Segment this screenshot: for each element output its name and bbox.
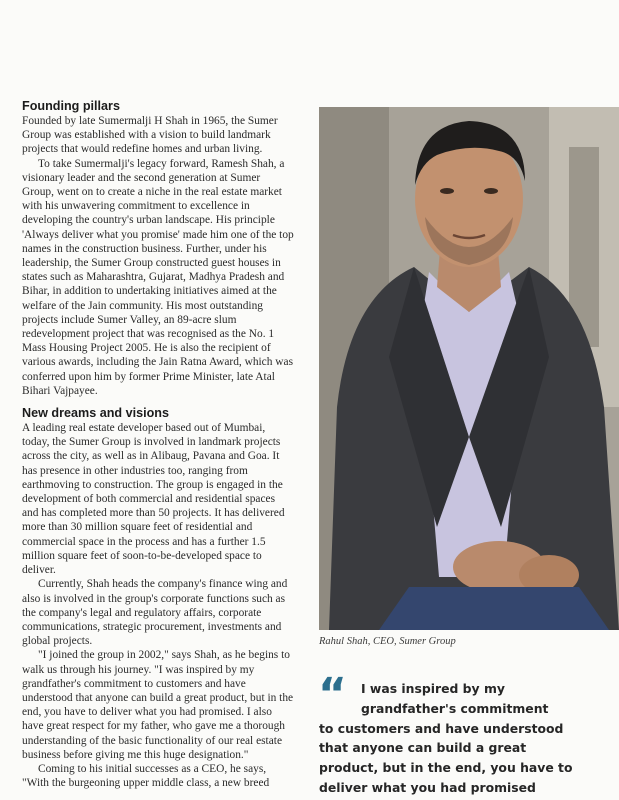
pull-quote-line: product, but in the end, you have to	[319, 760, 573, 776]
section-heading-founding-pillars: Founding pillars	[22, 99, 120, 113]
article-paragraph: "I joined the group in 2002," says Shah, as he begins to walk us through his journey. "I was inspired by my grandfather's commitment to customers and have understood that anyone can build a great product, but in the end, you have to deliver what you had promised. I also have great respect for my father, who gave me a thorough understanding of the basic functionality of our real estate business before giving me this huge designation."	[22, 649, 294, 761]
pull-quote-line: I was inspired by my	[361, 681, 505, 696]
article-column	[22, 99, 294, 790]
section-heading-new-dreams: New dreams and visions	[22, 406, 169, 421]
pull-quote-line: that anyone can build a great	[319, 740, 527, 756]
pull-quote	[319, 679, 619, 798]
quote-mark-icon: “	[318, 669, 347, 720]
pull-quote-line: to customers and have understood	[319, 720, 564, 736]
article-paragraph: Currently, Shah heads the company's finance wing and also is involved in the group's corporate functions such as the company's legal and regulatory affairs, corporate communications, strategic procurement, investments and global projects.	[22, 578, 288, 648]
photo-caption: Rahul Shah, CEO, Sumer Group	[319, 636, 456, 647]
article-paragraph: Coming to his initial successes as a CEO, he says, "With the burgeoning upper middle class, a new breed	[22, 762, 270, 790]
pull-quote-line: grandfather's commitment	[361, 700, 549, 716]
pull-quote-line: deliver what you had promised	[319, 779, 536, 795]
portrait-photo	[319, 107, 619, 630]
article-paragraph: Founded by late Sumermalji H Shah in 1965, the Sumer Group was established with a vision to build landmark projects that would redefine homes and urban living.	[22, 115, 278, 156]
portrait-illustration	[319, 107, 619, 630]
article-paragraph: To take Sumermalji's legacy forward, Ramesh Shah, a visionary leader and the second generation at Sumer Group, went on to create a niche in the real estate market with his unwavering commitment to excellence in developing the country's urban landscape. His principle 'Always deliver what you promise' made him one of the top names in the construction business. Further, under his leadership, the Sumer Group constructed guest houses in states such as Maharashtra, Gujarat, Madhya Pradesh and Bihar, in addition to undertaking initiatives aimed at the welfare of the Jain community. His most outstanding projects include Sumer Valley, an 89-acre slum redevelopment project that was recognised as the No. 1 Mass Housing Project 2005. He is also the recipient of various awards, including the Jain Ratna Award, which was conferred upon him by former Prime Minister, late Atal Bihari Vajpayee.	[22, 157, 294, 397]
article-paragraph: A leading real estate developer based out of Mumbai, today, the Sumer Group is involved in landmark projects across the city, as well as in Alibaug, Pavana and Goa. It has presence in other industries too, ranging from earthmoving to construction. The group is engaged in the development of both commercial and residential spaces and has completed more than 50 projects. It has delivered more than 30 million square feet of residential and commercial space in the process and has a further 1.5 million square feet of soon-to-be-developed space to deliver.	[22, 422, 285, 577]
